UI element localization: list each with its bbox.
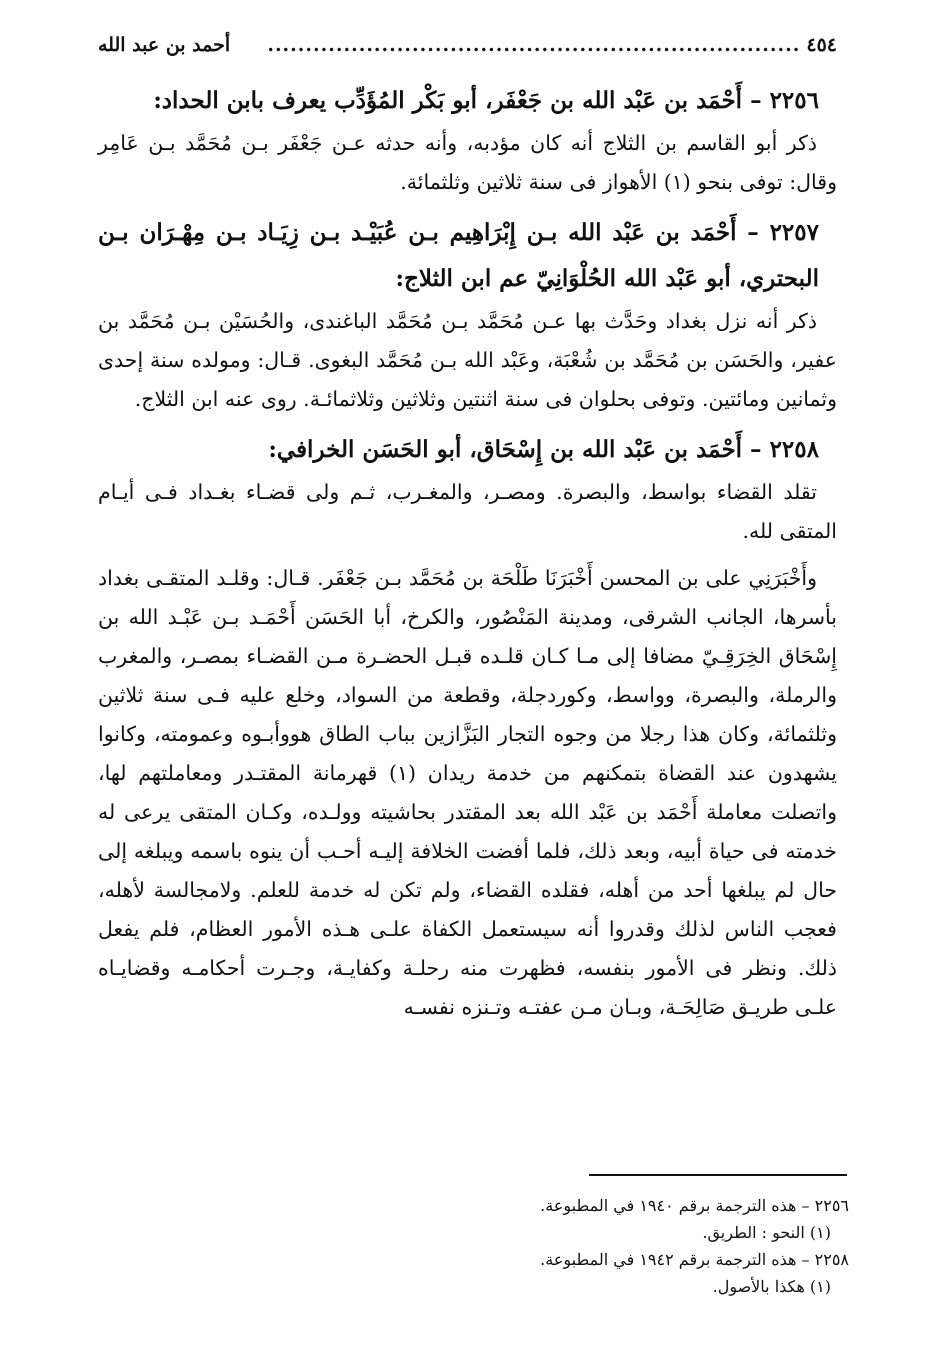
footnote: ٢٢٥٦ – هذه الترجمة برقم ١٩٤٠ في المطبوعة.: [540, 1196, 849, 1215]
footnote: (١) النحو : الطريق.: [702, 1223, 831, 1242]
footnote-separator: [589, 1174, 847, 1176]
spacer: [98, 202, 837, 210]
spacer: [98, 551, 837, 559]
spacer: [98, 419, 837, 427]
entry-title: ٢٢٥٧ – أَحْمَد بن عَبْد الله بـن إِبْرَاهِيم بـن عُبَيْـد بـن زِيَـاد بـن مِهْـرَان بـن البحتري، أبو عَبْد الله الحُلْوَانِيّ عم ابن الثلاج:: [98, 219, 819, 292]
header-leader-dots: ......................................................................: [267, 34, 801, 56]
entry-paragraph: ذكر أبو القاسم بن الثلاج أنه كان مؤدبه، وأنه حدثه عـن جَعْفَر بـن مُحَمَّد بـن عَامِر وقال: توفى بنحو (١) الأهواز فى سنة ثلاثين وثلثمائة.: [98, 131, 837, 194]
footnotes: [98, 1192, 849, 1300]
footnote: (١) هكذا بالأصول.: [712, 1277, 831, 1296]
entry-title: ٢٢٥٦ – أَحْمَد بن عَبْد الله بن جَعْفَر، أبو بَكْر المُؤَدِّب يعرف بابن الحداد:: [153, 87, 819, 114]
entry-paragraph: وأَخْبَرَنِي على بن المحسن أَخْبَرَنَا طَلْحَة بن مُحَمَّد بـن جَعْفَر. قـال: وقلـد المتقـى بغداد بأسرها، الجانب الشرقى، ومدينة المَنْصُور، والكرخ، أبا الحَسَن أَحْمَـد بـن عَبْـد الله بن إِسْحَاق الخِرَقِـيّ مضافا إلى مـا كـان قلـده قبـل الحضـرة مـن القضـاء بمصـر، والمغرب والرملة، والبصرة، وواسط، وكوردجلة، وقطعة من السواد، وخلع عليه فـى سنة ثلاثين وثلثمائة، وكان هذا رجلا من وجوه التجار البَزَّازين بباب الطاق هووأبـوه وعمومته، وكانوا يشهدون عند القضاة بتمكنهم من خدمة ريدان (١) قهرمانة المقتـدر ومعاملتهم لها، واتصلت معاملة أَحْمَد بن عَبْد الله بعد المقتدر بحاشيته وولـده، وكـان المتقى يرعى له خدمته فى حياة أبيه، وبعد ذلك، فلما أفضت الخلافة إليـه أحـب أن ينوه باسمه ويبلغه إلى حال لم يبلغها أحد من أهله، فقلده القضاء، ولم تكن له خدمة للعلم. ولامجالسة لأهله، فعجب الناس لذلك وقدروا أنه سيستعمل الكفاة علـى هـذه الأمور العظام، فلم يفعل ذلك. ونظر فى الأمور بنفسه، فظهرت منه رحلـة وكفايـة، وجـرت أحكامـه وقضايـاه علـى طريـق صَالِحَـة، وبـان مـن عفتـه وتـنزه نفسـه: [98, 566, 837, 1019]
page-body: [98, 78, 837, 1027]
page-number: ٤٥٤: [806, 34, 837, 56]
footnote: ٢٢٥٨ – هذه الترجمة برقم ١٩٤٢ في المطبوعة.: [540, 1250, 849, 1269]
running-header: [98, 34, 837, 56]
entry-title: ٢٢٥٨ – أَحْمَد بن عَبْد الله بن إِسْحَاق، أبو الحَسَن الخرافي:: [268, 436, 819, 463]
entry-paragraph: ذكر أنه نزل بغداد وحَدَّث بها عـن مُحَمَّد بـن مُحَمَّد الباغندى، والحُسَيْن بـن مُحَمَّد بن عفير، والحَسَن بن مُحَمَّد بن شُعْبَة، وعَبْد الله بـن مُحَمَّد البغوى. قـال: ومولده سنة إحدى وثمانين ومائتين. وتوفى بحلوان فى سنة اثنتين وثلاثين وثلاثمائـة. روى عنه ابن الثلاج.: [98, 309, 837, 411]
running-title: أحمد بن عبد الله: [98, 34, 231, 56]
entry-paragraph: تقلد القضاء بواسط، والبصرة. ومصـر، والمغـرب، ثـم ولى قضـاء بغـداد فـى أيـام المتقى لله.: [98, 480, 837, 543]
